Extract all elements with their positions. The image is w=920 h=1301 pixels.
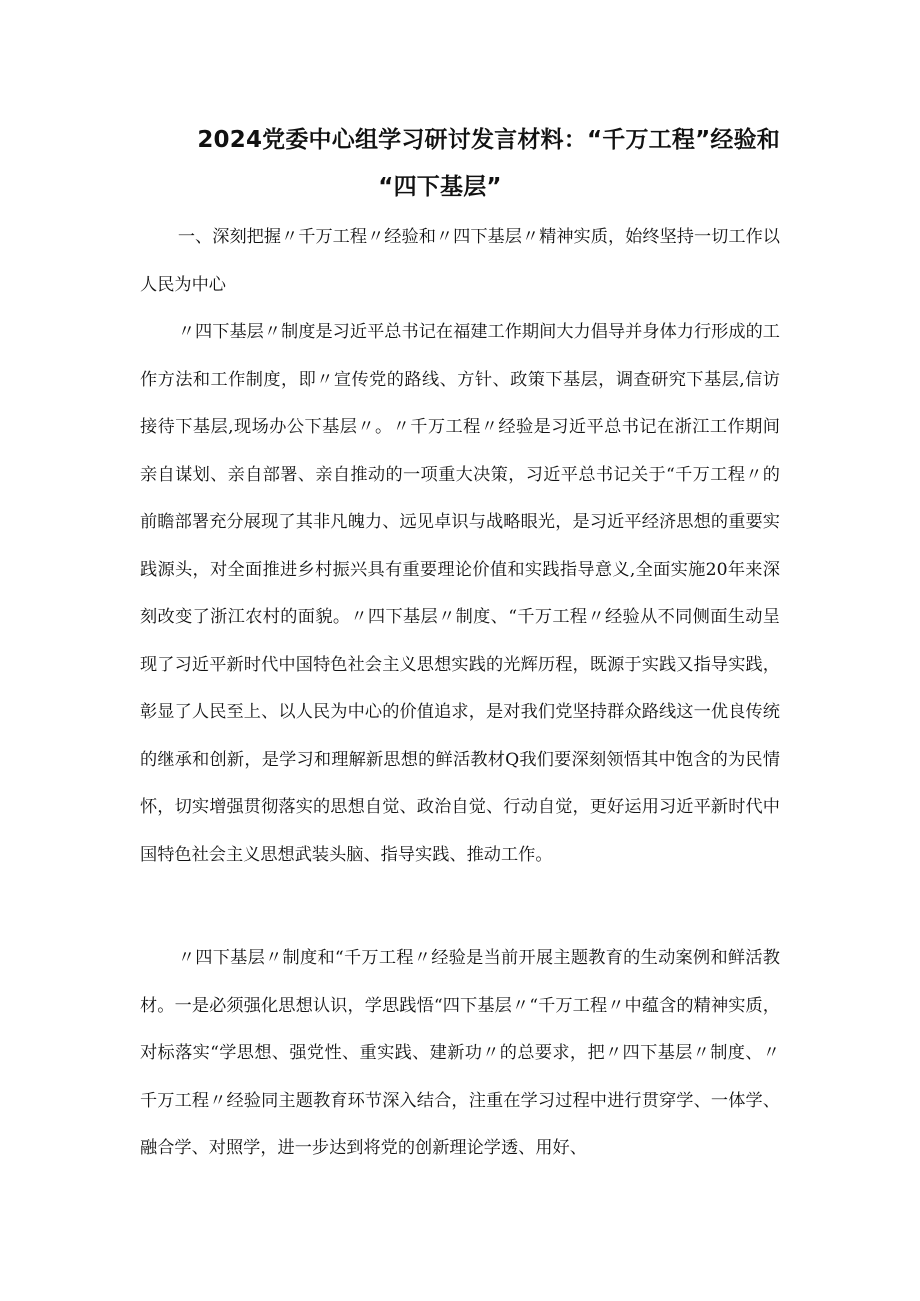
document-title-line-1: 2024党委中心组学习研讨发言材料：“千万工程”经验和: [197, 127, 780, 153]
document-title-line-2: “四下基层”: [378, 174, 502, 200]
body-paragraph-2: 〃四下基层〃制度和“千万工程〃经验是当前开展主题教育的生动案例和鲜活教材。一是必须强化思想认识，学思践悟“四下基层〃“千万工程〃中蕴含的精神实质，对标落实“学思想、强党性、重实践、建新功〃的总要求，把〃四下基层〃制度、〃千万工程〃经验同主题教育环节深入结合，注重在学习过程中进行贯穿学、一体学、融合学、对照学，进一步达到将党的创新理论学透、用好、: [140, 948, 780, 1158]
body-paragraph-1: 〃四下基层〃制度是习近平总书记在福建工作期间大力倡导并身体力行形成的工作方法和工作制度，即〃宣传党的路线、方针、政策下基层，调查研究下基层,信访接待下基层,现场办公下基层〃。〃千万工程〃经验是习近平总书记在浙江工作期间亲自谋划、亲自部署、亲自推动的一项重大决策，习近平总书记关于“千万工程〃的前瞻部署充分展现了其非凡魄力、远见卓识与战略眼光，是习近平经济思想的重要实践源头，对全面推进乡村振兴具有重要理论价值和实践指导意义,全面实施20年来深刻改变了浙江农村的面貌。〃四下基层〃制度、“千万工程〃经验从不同侧面生动呈现了习近平新时代中国特色社会主义思想实践的光辉历程，既源于实践又指导实践，彰显了人民至上、以人民为中心的价值追求，是对我们党坚持群众路线这一优良传统的继承和创新，是学习和理解新思想的鲜活教材Q我们要深刻领悟其中饱含的为民情怀，切实增强贯彻落实的思想自觉、政治自觉、行动自觉，更好运用习近平新时代中国特色社会主义思想武装头脑、指导实践、推动工作。: [140, 322, 780, 865]
section-heading: 一、深刻把握〃千万工程〃经验和〃四下基层〃精神实质，始终坚持一切工作以人民为中心: [140, 227, 780, 295]
